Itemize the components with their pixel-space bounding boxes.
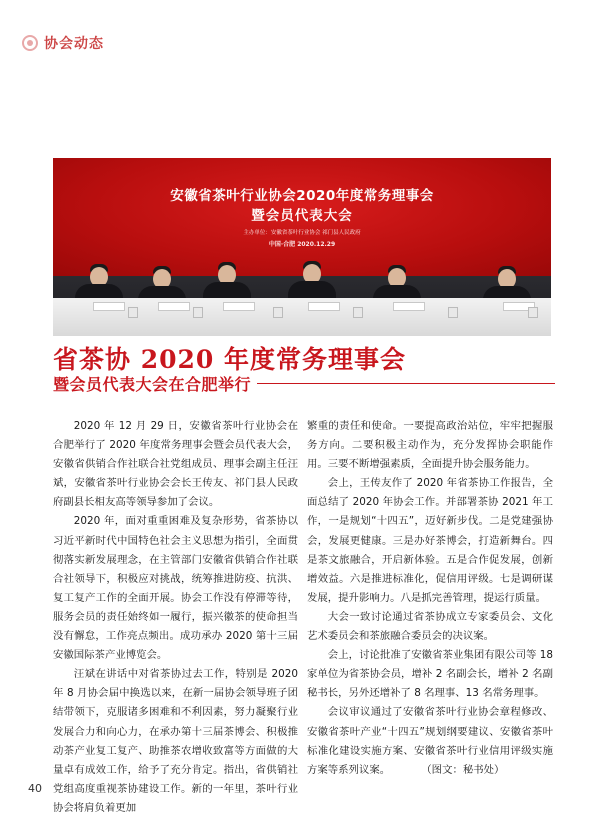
paragraph: 大会一致讨论通过省茶协成立专家委员会、文化艺术委员会和茶旅融合委员会的决议案。 <box>307 610 553 643</box>
article-column-left <box>53 417 298 818</box>
section-label: 协会动态 <box>44 36 104 52</box>
meeting-table <box>53 298 551 336</box>
paragraph: 2020 年，面对重重困难及复杂形势，省茶协以习近平新时代中国特色社会主义思想为指引，全面贯彻落实新发展理念，在主管部门安徽省供销合作社联合社领导下，积极应对挑战，统筹推进防疫、抗洪、复工复产工作的全面开展。协会工作没有停滞等待，服务会员的责任始终如一履行，振兴徽茶的使命担当没有懈怠，工作亮点频出。成功承办 2020 第十三届安徽国际茶产业博览会。 <box>53 515 298 662</box>
paragraph: 会上，讨论批准了安徽省茶业集团有限公司等 18 家单位为省茶协会员，增补 2 名副会长，增补 2 名副秘书长，另外还增补了 8 名理事、13 名常务理事。 <box>307 649 553 700</box>
article-headline: 省茶协 2020 年度常务理事会 <box>53 345 406 374</box>
paragraph: 会议审议通过了安徽省茶叶行业协会章程修改、安徽省茶叶产业“十四五”规划纲要建议、安徽省茶叶标准化建设实施方案、安徽省茶叶行业信用评级实施方案等系列议案。 （图文：秘书处） <box>307 706 553 776</box>
article-subheadline: 暨会员代表大会在合肥举行 <box>53 375 257 394</box>
paragraph-continued: 繁重的责任和使命。一要提高政治站位，牢牢把握服务方向。二要积极主动作为，充分发挥协会职能作用。三要不断增强素质，全面提升协会服务能力。 <box>307 420 553 471</box>
paragraph: 2020 年 12 月 29 日，安徽省茶叶行业协会在合肥举行了 2020 年度常务理事会暨会员代表大会，安徽省供销合作社联合社党组成员、理事会副主任汪斌，安徽省茶叶行业协会会长王传友、祁门县人民政府副县长相友高等领导参加了会议。 <box>53 420 298 509</box>
stage-banner <box>53 158 551 276</box>
circle-bullet-icon <box>22 35 38 51</box>
paragraph: 汪斌在讲话中对省茶协过去工作，特别是 2020 年 8 月协会届中换选以来，在新一届协会领导班子团结带领下，克服诸多困难和不利因素，努力凝聚行业发展合力和向心力，在承办第十三届茶博会、积极推动茶产业复工复产、助推茶农增收致富等方面做的大量卓有成效工作，给予了充分肯定。指出，省供销社党组高度重视茶协建设工作。新的一年里，茶叶行业协会将肩负着更加 <box>53 668 298 814</box>
banner-place-date: 中国·合肥 2020.12.29 <box>268 241 336 248</box>
banner-title-line2: 暨会员代表大会 <box>251 208 353 224</box>
page-number: 40 <box>28 782 42 795</box>
section-tag <box>22 33 104 53</box>
meeting-photo <box>53 158 551 336</box>
article-subheadline-row <box>53 372 555 392</box>
headline-rule <box>253 383 555 384</box>
article-column-right <box>307 417 553 780</box>
paragraph: 会上，王传友作了 2020 年省茶协工作报告，全面总结了 2020 年协会工作。并部署茶协 2021 年工作，一是规划“十四五”，迈好新步伐。二是党建强协会，发展更健康。三是办好茶博会，打造新舞台。四是茶文旅融合，开启新体验。五是合作促发展，创新增效益。六是推进标准化，促信用评级。七是调研谋发展，提升影响力。八是抓完善管理，提运行质量。 <box>307 477 553 604</box>
banner-title-line1: 安徽省茶叶行业协会2020年度常务理事会 <box>170 188 434 204</box>
banner-organizers: 主办单位：安徽省茶叶行业协会 祁门县人民政府 <box>243 230 361 236</box>
